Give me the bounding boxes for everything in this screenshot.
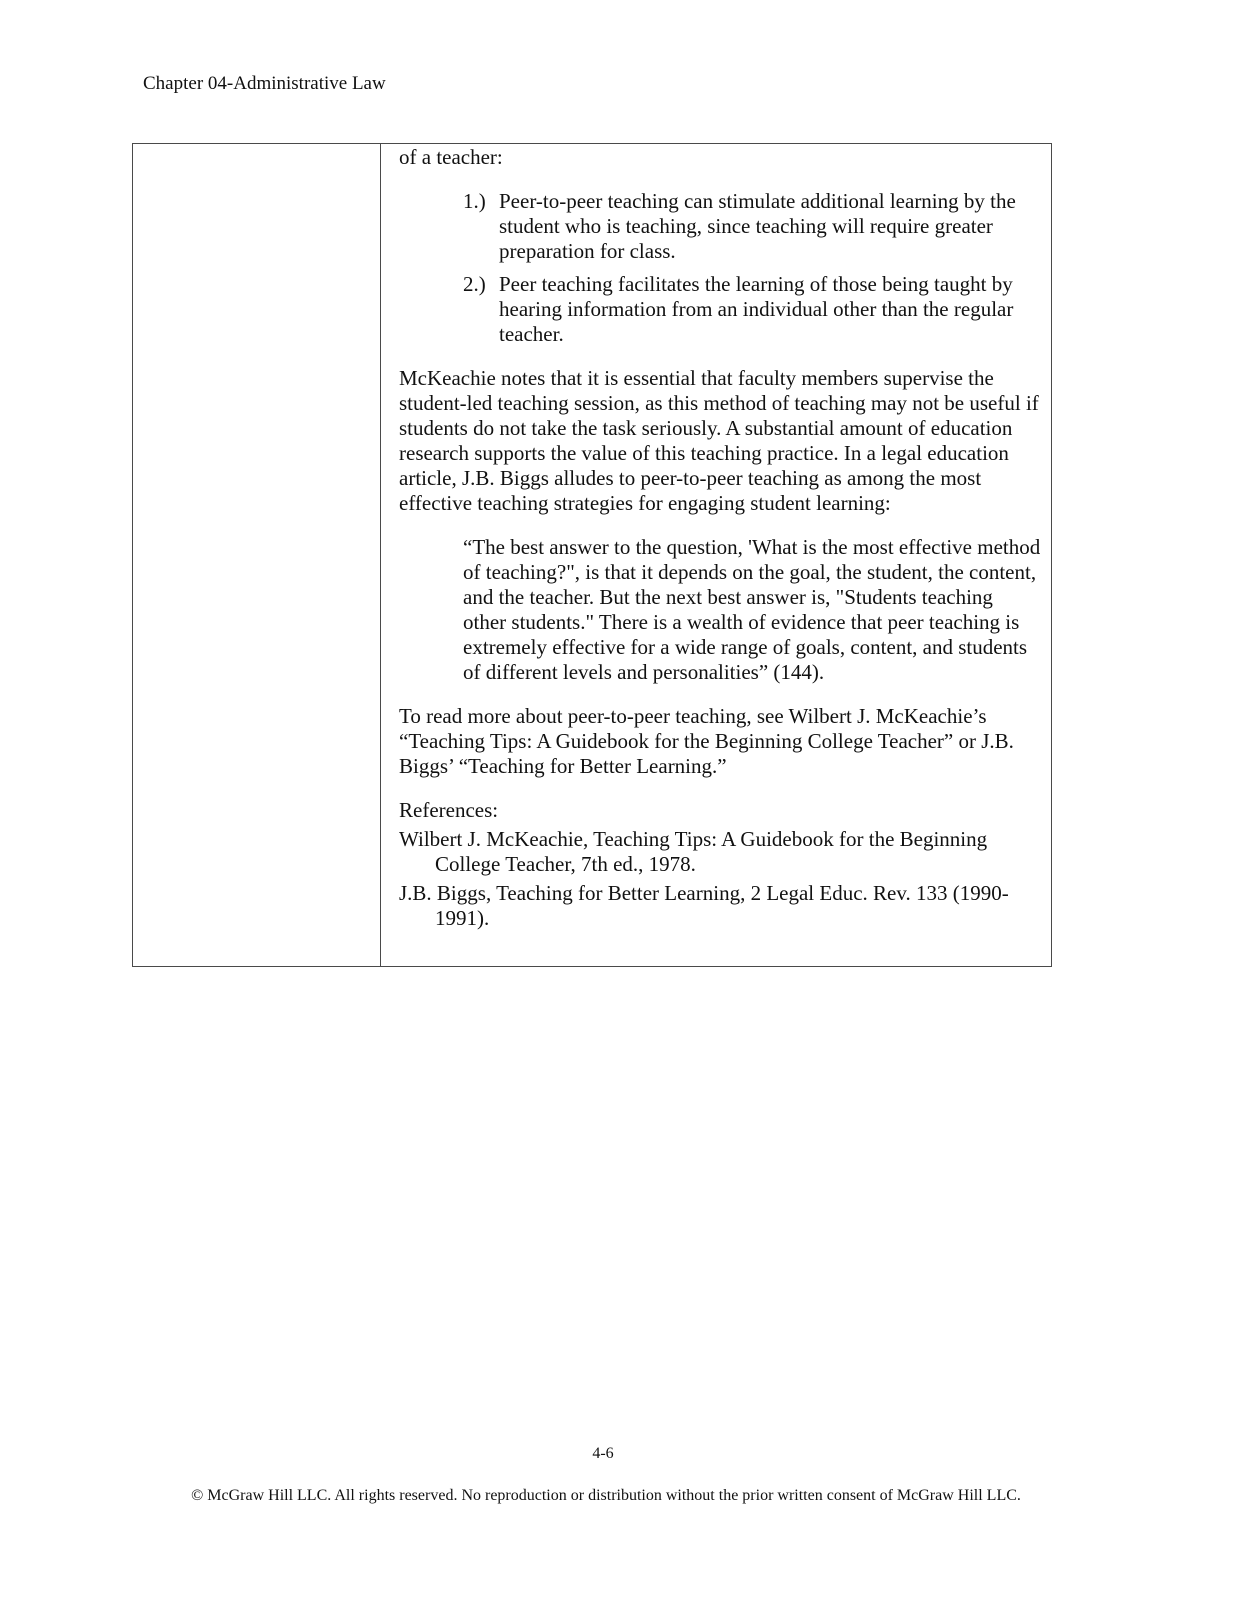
- body-paragraph: McKeachie notes that it is essential that faculty members supervise the student-led teaching session, as this method of teaching may not be useful if students do not take the task seriously. A substantial amount of education research supports the value of this teaching practice. In a legal education article, J.B. Biggs alludes to peer-to-peer teaching as among the most effective teaching strategies for engaging student learning:: [399, 366, 1039, 515]
- list-item-text: Peer-to-peer teaching can stimulate additional learning by the student who is teaching, since teaching will require greater preparation for class.: [499, 189, 1016, 263]
- page-number: 4-6: [592, 1445, 614, 1462]
- list-item-number: 1.): [463, 189, 486, 213]
- left-table-cell: [133, 144, 381, 966]
- list-item: [463, 189, 1041, 264]
- content-table: [132, 143, 1052, 967]
- list-item-text: Peer teaching facilitates the learning of those being taught by hearing information from an individual other than the regular teacher.: [499, 272, 1014, 346]
- further-reading-paragraph: To read more about peer-to-peer teaching, see Wilbert J. McKeachie’s “Teaching Tips: A Guidebook for the Beginning College Teacher” or J.B. Biggs’ “Teaching for Better Learning.”: [399, 704, 1014, 778]
- copyright-notice: © McGraw Hill LLC. All rights reserved. No reproduction or distribution without the prior written consent of McGraw Hill LLC.: [191, 1487, 1021, 1504]
- references-heading: References:: [399, 798, 499, 822]
- block-quote: “The best answer to the question, 'What is the most effective method of teaching?", is that it depends on the goal, the student, the content, and the teacher. But the next best answer is, "Students teaching other students." There is a wealth of evidence that peer teaching is extremely effective for a wide range of goals, content, and students of different levels and personalities” (144).: [463, 535, 1041, 684]
- chapter-header: Chapter 04-Administrative Law: [143, 73, 386, 94]
- list-item: [463, 272, 1041, 347]
- reference-item: J.B. Biggs, Teaching for Better Learning, 2 Legal Educ. Rev. 133 (1990-1991).: [399, 881, 1009, 930]
- numbered-list: [399, 189, 1041, 347]
- right-table-cell: [381, 144, 1051, 966]
- lead-text: of a teacher:: [399, 145, 503, 169]
- list-item-number: 2.): [463, 272, 486, 296]
- reference-item: Wilbert J. McKeachie, Teaching Tips: A Guidebook for the Beginning College Teacher, 7th ed., 1978.: [399, 827, 988, 876]
